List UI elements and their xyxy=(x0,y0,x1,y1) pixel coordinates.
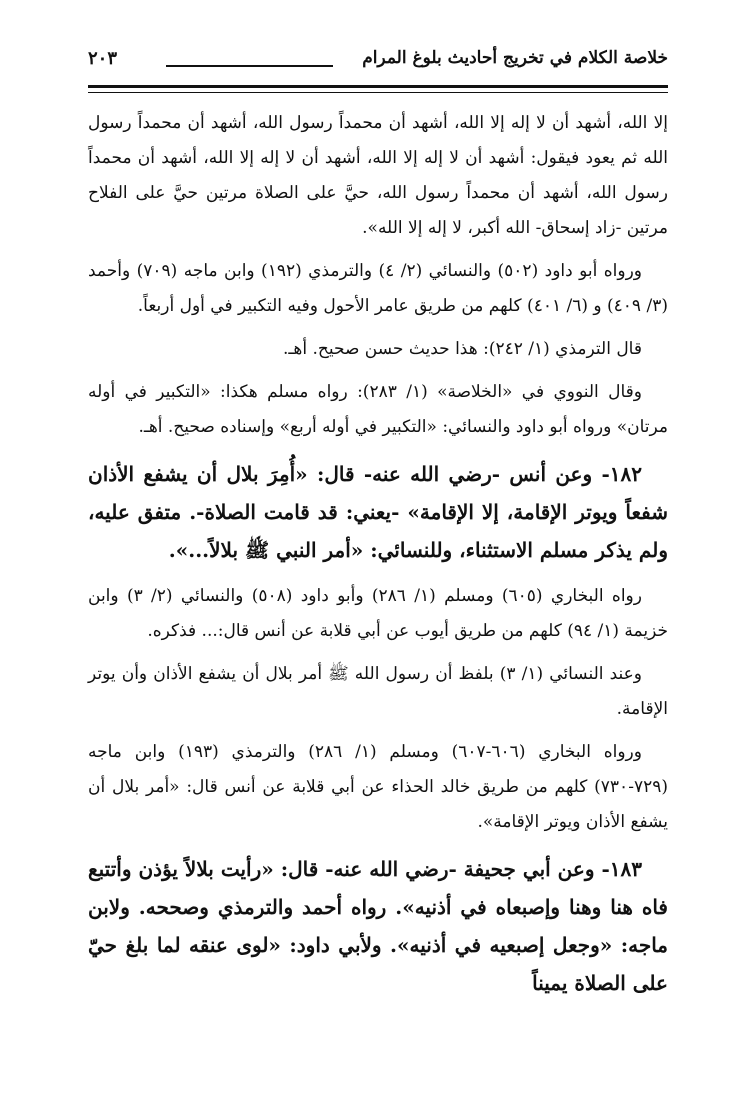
paragraph-nasai-182: وعند النسائي (١/ ٣) بلفظ أن رسول الله ﷺ أمر بلال أن يشفع الأذان وأن يوتر الإقامة. xyxy=(88,664,668,719)
paragraph-nawawi: وقال النووي في «الخلاصة» (١/ ٢٨٣): رواه مسلم هكذا: «التكبير في أوله مرتان» ورواه أبو داود والنسائي: «التكبير في أوله أربع» وإسناده صحيح. أهـ. xyxy=(88,382,668,437)
page-number: ٢٠٣ xyxy=(88,48,118,69)
running-header xyxy=(88,44,668,78)
header-rule xyxy=(88,85,668,93)
hadith-183: ١٨٣- وعن أبي جحيفة -رضي الله عنه- قال: «رأيت بلالاً يؤذن وأتتبع فاه هنا وهنا وإصبعاه في أذنيه». رواه أحمد والترمذي وصححه. ولابن ماجه: «وجعل إصبعيه في أذنيه». ولأبي داود: «لوى عنقه لما بلغ حيّ على الصلاة يميناً xyxy=(88,857,668,995)
paragraph-takhrij: ورواه أبو داود (٥٠٢) والنسائي (٢/ ٤) والترمذي (١٩٢) وابن ماجه (٧٠٩) وأحمد (٣/ ٤٠٩) و (٦/ ٤٠١) كلهم من طريق عامر الأحول وفيه التكبير في أول أربعاً. xyxy=(88,261,668,316)
paragraph-bukhari-182: رواه البخاري (٦٠٥) ومسلم (١/ ٢٨٦) وأبو داود (٥٠٨) والنسائي (٢/ ٣) وابن خزيمة (١/ ٩٤) كلهم من طريق أيوب عن أبي قلابة عن أنس قال:... فذكره. xyxy=(88,586,668,641)
header-leader-line xyxy=(166,65,333,67)
paragraph-adhan-text: إلا الله، أشهد أن لا إله إلا الله، أشهد أن محمداً رسول الله، أشهد أن محمداً رسول الله ثم يعود فيقول: أشهد أن لا إله إلا الله، أشهد أن لا إله إلا الله، أشهد أن محمداً رسول الله، أشهد أن محمداً رسول الله، حيَّ على الصلاة مرتين حيَّ على الفلاح مرتين -زاد إسحاق- الله أكبر، لا إله إلا الله». xyxy=(88,113,668,238)
running-title: خلاصة الكلام في تخريج أحاديث بلوغ المرام xyxy=(362,48,668,68)
page-body xyxy=(88,106,668,1012)
paragraph-khalid-182: ورواه البخاري (٦٠٦-٦٠٧) ومسلم (١/ ٢٨٦) والترمذي (١٩٣) وابن ماجه (٧٢٩-٧٣٠) كلهم من طريق خالد الحذاء عن أبي قلابة عن أنس قال: «أمر بلال أن يشفع الأذان ويوتر الإقامة». xyxy=(88,742,668,832)
paragraph-tirmidhi: قال الترمذي (١/ ٢٤٢): هذا حديث حسن صحيح. أهـ. xyxy=(283,339,642,359)
hadith-182: ١٨٢- وعن أنس -رضي الله عنه- قال: «أُمِرَ بلال أن يشفع الأذان شفعاً ويوتر الإقامة، إلا الإقامة» -يعني: قد قامت الصلاة-. متفق عليه، ولم يذكر مسلم الاستثناء، وللنسائي: «أمر النبي ﷺ بلالاً...». xyxy=(88,462,668,562)
